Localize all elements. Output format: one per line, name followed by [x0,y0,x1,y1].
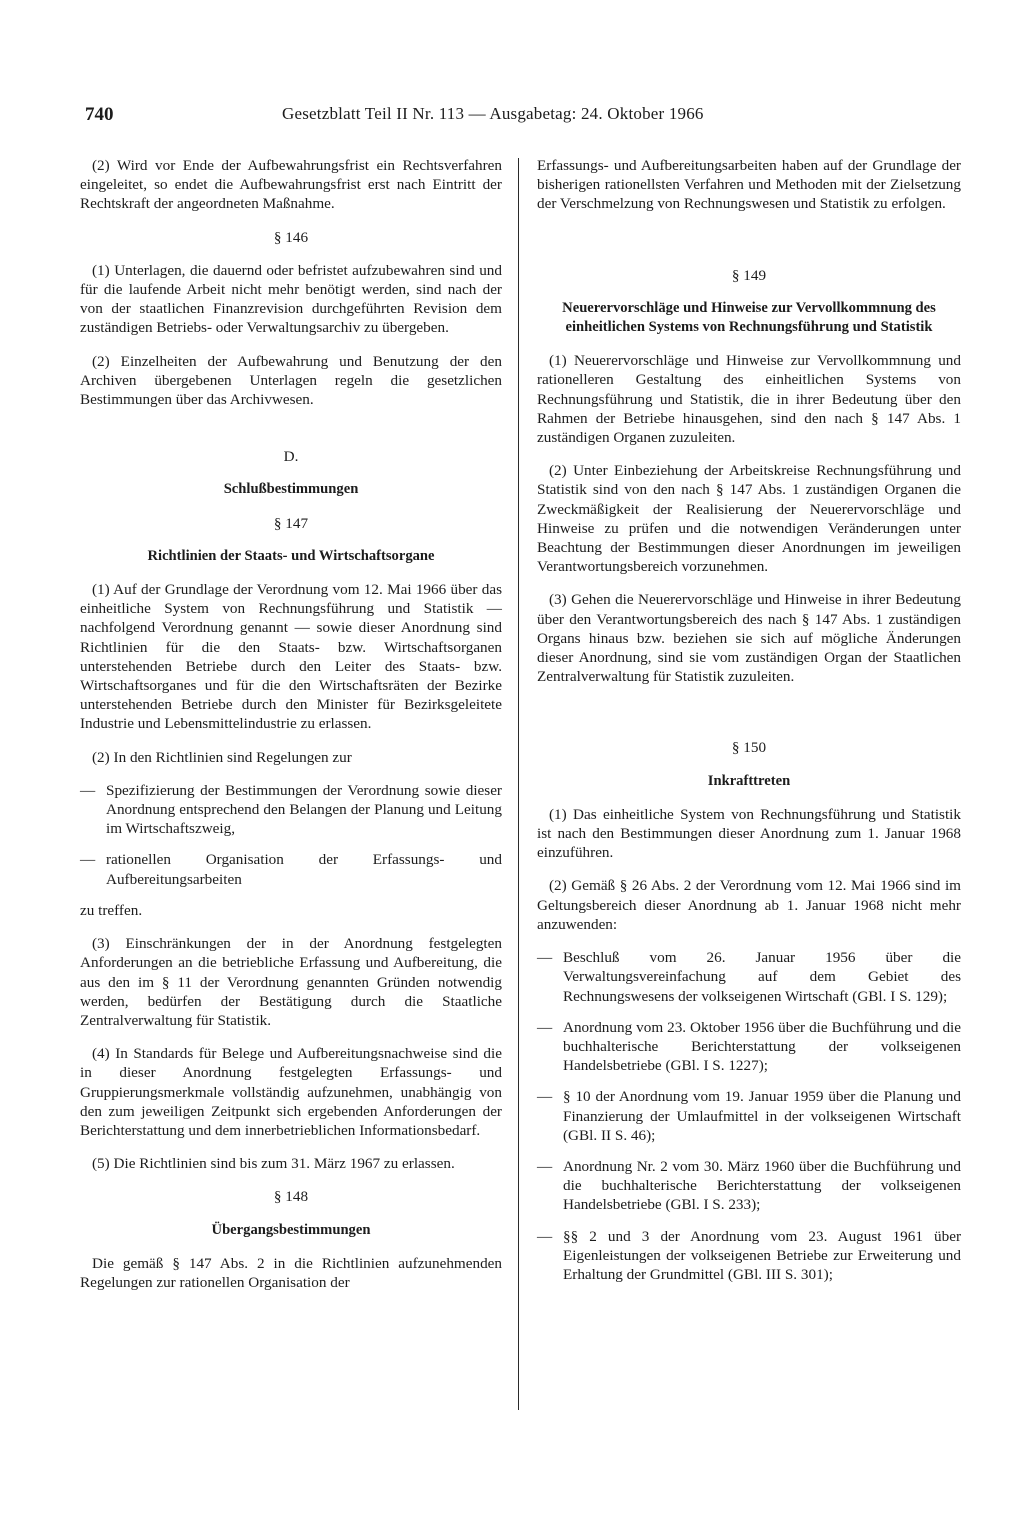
paragraph-149-2: (2) Unter Einbeziehung der Arbeitskreise Rechnungsführung und Statistik sind von den nach § 147 Abs. 1 zuständigen Organen die Zweckmäßigkeit der Realisierung der Neuerervorschläge und Hinweise zu prüfen und die notwendigen Veränderungen unter Beachtung der Bestimmungen dieser Anordnungen im jeweiligen Verantwortungsbereich vorzunehmen. [537,462,961,576]
left-column [80,156,502,1306]
list-item: — rationellen Organisation der Erfassungs- und Aufbereitungsarbeiten [80,851,502,888]
paragraph-147-5: (5) Die Richtlinien sind bis zum 31. März 1967 zu erlassen. [92,1155,455,1173]
dash-marker: — [537,1227,553,1245]
section-149-number: § 149 [731,266,767,284]
column-divider [518,158,519,1410]
paragraph-150-1: (1) Das einheitliche System von Rechnungsführung und Statistik ist nach den Bestimmungen dieser Anordnung zum 1. Januar 1968 einzuführen. [537,805,961,862]
paragraph-148-continued: Erfassungs- und Aufbereitungsarbeiten haben auf der Grundlage der bisherigen rationellsten Verfahren und Methoden mit der Zielsetzung der Verschmelzung von Rechnungswesen und Statistik zu erfolgen. [537,157,961,213]
paragraph-147-2-end: zu treffen. [80,901,143,919]
dash-marker: — [537,949,553,967]
paragraph-148-start: Die gemäß § 147 Abs. 2 in die Richtlinien aufzunehmenden Regelungen zur rationellen Organisation der [80,1254,502,1291]
section-150-title: Inkrafttreten [707,772,791,789]
paragraph-149-1: (1) Neuerervorschläge und Hinweise zur Vervollkommnung und rationelleren Gestaltung des einheitlichen Systems von Rechnungsführung und Statistik, die in ihrer Bedeutung über den Rahmen der Betriebe hinausgehen, sind den nach § 147 Abs. 1 zuständigen Organen zuzuleiten. [537,352,961,447]
paragraph-150-2: (2) Gemäß § 26 Abs. 2 der Verordnung vom 12. Mai 1966 sind im Geltungsbereich dieser Anordnung ab 1. Januar 1968 nicht mehr anzuwenden: [537,877,961,933]
section-148-number: § 148 [273,1188,309,1206]
running-title: Gesetzblatt Teil II Nr. 113 — Ausgabetag: 24. Oktober 1966 [282,104,704,123]
dash-marker: — [80,781,96,799]
paragraph-147-3: (3) Einschränkungen der in der Anordnung festgelegten Anforderungen an die betriebliche Erfassung und Aufbereitung, die aus den im § 11 der Verordnung genannten Gründen notwendig werden, bedürfen der Bestätigung durch die Staatliche Zentralverwaltung für Statistik. [80,935,502,1029]
dash-marker: — [537,1157,553,1175]
paragraph-145-2: (2) Wird vor Ende der Aufbewahrungsfrist ein Rechtsverfahren eingeleitet, so endet die Aufbewahrungsfrist erst nach Eintritt der Rechtskraft der angeordneten Maßnahme. [80,157,502,213]
paragraph-147-1: (1) Auf der Grundlage der Verordnung vom 12. Mai 1966 über das einheitliche System von Rechnungsführung und Statistik — nachfolgend Verordnung genannt — sowie dieser Anordnung sind Richtlinien für die den Staats- bzw. Wirtschaftsorganen unterstehenden Betriebe durch den Leiter des Staats- bzw. Wirtschaftsorganes und für die den Wirtschaftsräten der Bezirke unterstehenden Betriebe durch den Minister für Bezirksgeleitete Industrie und Lebensmittelindustrie zu erlassen. [80,581,502,733]
section-147-number: § 147 [273,514,309,532]
paragraph-147-2: (2) In den Richtlinien sind Regelungen zur [92,748,352,766]
right-column [537,156,961,1296]
section-150-number: § 150 [731,739,767,757]
list-item: — Beschluß vom 26. Januar 1956 über die Verwaltungsvereinfachung auf dem Gebiet des Rechnungswesens der volkseigenen Wirtschaft (GBl. I S. 129); [537,949,961,1005]
section-146-number: § 146 [273,228,309,246]
list-item: — §§ 2 und 3 der Anordnung vom 23. August 1961 über Eigenleistungen der volkseigenen Betriebe zur Erweiterung und Erhaltung der Grundmittel (GBl. III S. 301); [537,1227,961,1283]
dash-marker: — [537,1088,553,1106]
page-number: 740 [85,104,114,125]
list-item: — Anordnung vom 23. Oktober 1956 über die Buchführung und die buchhalterische Berichterstattung der volkseigenen Handelsbetriebe (GBl. I S. 1227); [537,1018,961,1075]
paragraph-149-3: (3) Gehen die Neuerervorschläge und Hinweise in ihrer Bedeutung über den Verantwortungsbereich des nach § 147 Abs. 1 zuständigen Organs hinaus bzw. beziehen sie sich auf mögliche Änderungen dieser Anordnung, sind sie vom zuständigen Organ der Staatlichen Zentralverwaltung für Statistik zuzuleiten. [537,591,961,686]
list-item: — Anordnung Nr. 2 vom 30. März 1960 über die Buchführung und die buchhalterische Berichterstattung der volkseigenen Handelsbetriebe (GBl. I S. 233); [537,1157,961,1214]
part-d-label: D. [283,448,299,466]
section-149-title: Neuerervorschläge und Hinweise zur Vervollkommnung des einheitlichen Systems von Rechnungsführung und Statistik [562,299,936,336]
list-item: — Spezifizierung der Bestimmungen der Verordnung sowie dieser Anordnung entsprechend den Belangen der Planung und Leitung im Wirtschaftszweig, [80,781,502,838]
dash-marker: — [80,851,96,869]
section-148-title: Übergangsbestimmungen [211,1221,371,1238]
list-147-2 [80,781,502,889]
paragraph-146-2: (2) Einzelheiten der Aufbewahrung und Benutzung der den Archiven übergebenen Unterlagen regeln die gesetzlichen Bestimmungen über das Archivwesen. [80,352,502,409]
paragraph-146-1: (1) Unterlagen, die dauernd oder befristet aufzubewahren sind und für die laufende Arbeit nicht mehr benötigt werden, sind nach der von der staatlichen Finanzrevision durchgeführten Revision dem zuständigen Betriebs- oder Verwaltungsarchiv zu übergeben. [80,261,502,337]
page-header [0,104,1024,130]
list-150-2 [537,948,961,1284]
part-d-title: Schlußbestimmungen [223,481,359,498]
list-item: — § 10 der Anordnung vom 19. Januar 1959 über die Planung und Finanzierung der Umlaufmittel in der volkseigenen Wirtschaft (GBl. II S. 46); [537,1088,961,1144]
paragraph-147-4: (4) In Standards für Belege und Aufbereitungsnachweise sind die in dieser Anordnung festgelegten Erfassungs- und Gruppierungsmerkmale vollständig aufzunehmen, unabhängig von den zum jeweiligen Zeitpunkt sich ergebenden Anforderungen der Berichterstattung und dem innerbetrieblichen Informationsbedarf. [80,1045,502,1139]
dash-marker: — [537,1018,553,1036]
section-147-title: Richtlinien der Staats- und Wirtschaftsorgane [147,547,435,564]
